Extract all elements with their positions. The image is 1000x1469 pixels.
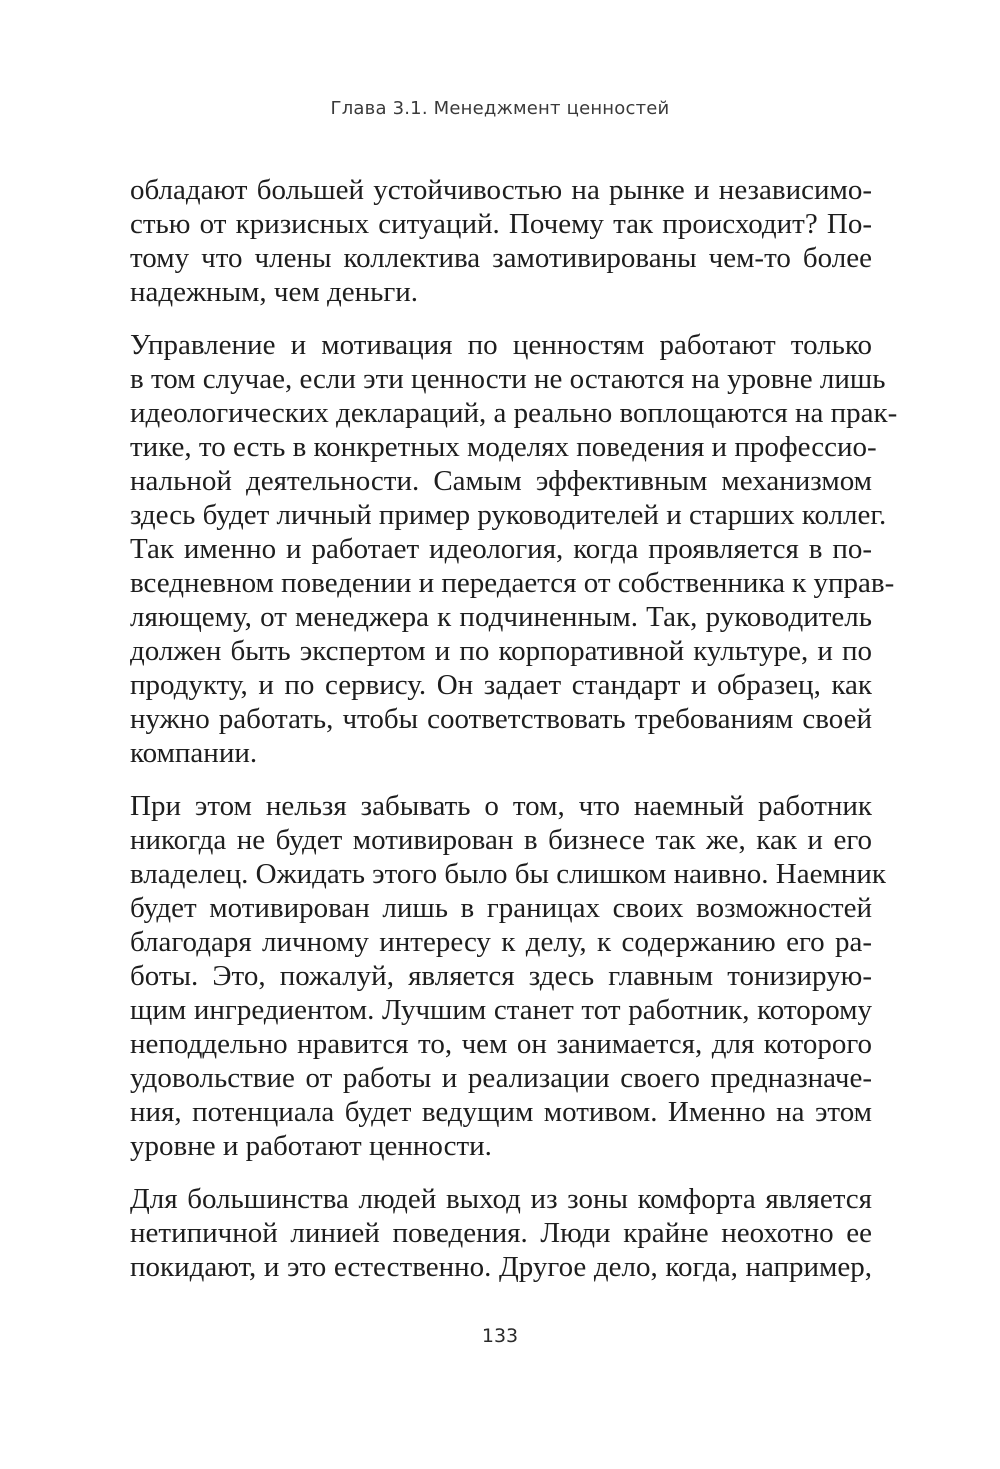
running-header: Глава 3.1. Менеджмент ценностей [330,98,670,119]
text-line: ляющему, от менеджера к подчиненным. Так, руководитель [130,601,872,633]
text-line: нужно работать, чтобы соответствовать требованиям своей [130,703,872,735]
paragraph [130,328,898,770]
text-line: удовольствие от работы и реализации своего предназначе- [130,1062,872,1094]
page-number: 133 [481,1325,519,1347]
text-line: никогда не будет мотивирован в бизнесе так же, как и его [130,824,872,856]
text-line: идеологических деклараций, а реально воплощаются на прак- [130,397,898,429]
text-line: боты. Это, пожалуй, является здесь главным тонизирую- [130,960,872,992]
text-line: тому что члены коллектива замотивированы чем-то более [130,242,872,274]
text-line: Для большинства людей выход из зоны комфорта является [130,1183,872,1215]
text-line: стью от кризисных ситуаций. Почему так происходит? По- [130,208,872,240]
text-line: должен быть экспертом и по корпоративной культуре, и по [130,635,872,667]
text-line: При этом нельзя забывать о том, что наемный работник [130,790,872,822]
paragraph [130,1182,872,1284]
text-line: вседневном поведении и передается от собственника к управ- [130,567,895,599]
text-line: покидают, и это естественно. Другое дело, когда, например, [130,1251,872,1283]
text-line: тике, то есть в конкретных моделях поведения и профессио- [130,431,877,463]
text-line: нальной деятельности. Самым эффективным механизмом [130,465,872,497]
text-line: щим ингредиентом. Лучшим станет тот работник, которому [130,994,872,1026]
text-line: надежным, чем деньги. [130,276,419,308]
text-line: будет мотивирован лишь в границах своих возможностей [130,892,872,924]
paragraph [130,173,872,309]
text-line: обладают большей устойчивостью на рынке и независимо- [130,174,872,206]
text-line: Управление и мотивация по ценностям работают только [130,329,872,361]
text-line: продукту, и по сервису. Он задает стандарт и образец, как [130,669,872,701]
text-line: уровне и работают ценности. [130,1130,492,1162]
text-line: в том случае, если эти ценности не остаются на уровне лишь [130,363,886,395]
text-line: нетипичной линией поведения. Люди крайне неохотно ее [130,1217,872,1249]
paragraph [130,789,886,1163]
body-text [130,173,898,1303]
text-line: здесь будет личный пример руководителей и старших коллег. [130,499,887,531]
text-line: благодаря личному интересу к делу, к содержанию его ра- [130,926,872,958]
text-line: ния, потенциала будет ведущим мотивом. Именно на этом [130,1096,872,1128]
text-line: владелец. Ожидать этого было бы слишком наивно. Наемник [130,858,886,890]
text-line: Так именно и работает идеология, когда проявляется в по- [130,533,872,565]
text-line: неподдельно нравится то, чем он занимается, для которого [130,1028,872,1060]
text-line: компании. [130,737,258,769]
